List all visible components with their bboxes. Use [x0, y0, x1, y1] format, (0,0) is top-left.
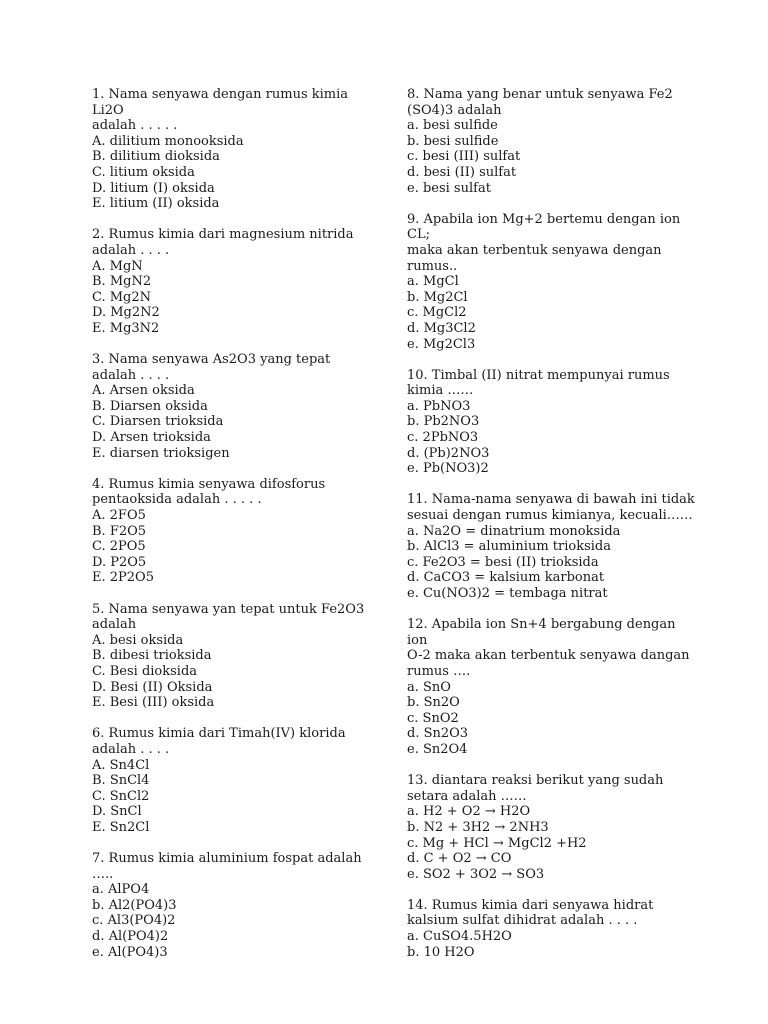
answer-option: b. N2 + 3H2 → 2NH3 — [407, 819, 549, 835]
answer-option: e. Pb(NO3)2 — [407, 461, 489, 477]
question-block — [92, 726, 382, 835]
answer-option: C. SnCl2 — [92, 788, 150, 804]
answer-option: d. Sn2O3 — [407, 726, 469, 742]
answer-option: A. MgN — [92, 258, 143, 274]
answer-option: C. litium oksida — [92, 164, 195, 180]
answer-option: d. Mg3Cl2 — [407, 320, 476, 336]
answer-option: E. Besi (III) oksida — [92, 695, 215, 711]
question-text: 4. Rumus kimia senyawa difosforus pentaoksida adalah . . . . . — [92, 476, 326, 508]
question-text: 1. Nama senyawa dengan rumus kimia Li2O adalah . . . . . — [92, 87, 349, 134]
question-block — [407, 368, 697, 477]
answer-option: b. Sn2O — [407, 695, 460, 711]
question-text: 8. Nama yang benar untuk senyawa Fe2 (SO4)3 adalah — [407, 87, 673, 118]
answer-option: c. Mg + HCl → MgCl2 +H2 — [407, 835, 587, 851]
answer-option: a. H2 + O2 → H2O — [407, 804, 531, 820]
answer-option: B. MgN2 — [92, 274, 152, 290]
question-block — [92, 227, 382, 336]
question-text: 13. diantara reaksi berikut yang sudah setara adalah …… — [407, 773, 664, 804]
answer-option: E. 2P2O5 — [92, 570, 154, 586]
answer-option: D. Arsen trioksida — [92, 430, 211, 446]
question-text: 14. Rumus kimia dari senyawa hidrat kalsium sulfat dihidrat adalah . . . . — [407, 897, 654, 929]
left-column — [92, 87, 382, 976]
answer-option: D. SnCl — [92, 804, 142, 820]
answer-option: c. Al3(PO4)2 — [92, 913, 176, 929]
question-block — [92, 87, 382, 212]
answer-option: e. besi sulfat — [407, 180, 491, 196]
answer-option: b. besi sulfide — [407, 133, 499, 149]
answer-option: a. AlPO4 — [92, 882, 150, 898]
answer-option: b. Mg2Cl — [407, 289, 468, 305]
answer-option: C. 2PO5 — [92, 539, 146, 555]
answer-option: e. Mg2Cl3 — [407, 336, 476, 352]
question-block — [92, 477, 382, 586]
answer-option: b. AlCl3 = aluminium trioksida — [407, 539, 611, 555]
answer-option: b. Al2(PO4)3 — [92, 897, 177, 913]
question-block — [92, 602, 382, 711]
answer-option: D. P2O5 — [92, 554, 147, 570]
question-text: 3. Nama senyawa As2O3 yang tepat adalah . . . . — [92, 352, 331, 383]
question-block — [92, 352, 382, 461]
answer-option: A. besi oksida — [92, 632, 184, 648]
question-block — [407, 87, 697, 196]
answer-option: a. SnO — [407, 679, 451, 695]
answer-option: B. Diarsen oksida — [92, 398, 208, 414]
answer-option: B. dilitium dioksida — [92, 149, 220, 165]
answer-option: D. litium (I) oksida — [92, 180, 215, 196]
answer-option: C. Besi dioksida — [92, 663, 198, 679]
answer-option: c. Fe2O3 = besi (II) trioksida — [407, 554, 599, 570]
question-text: 5. Nama senyawa yan tepat untuk Fe2O3 adalah — [92, 601, 365, 633]
question-block — [407, 898, 697, 960]
answer-option: A. 2FO5 — [92, 508, 146, 524]
answer-option: a. CuSO4.5H2O — [407, 929, 512, 945]
answer-option: e. Cu(NO3)2 = tembaga nitrat — [407, 586, 608, 601]
question-text: 2. Rumus kimia dari magnesium nitrida adalah . . . . — [92, 227, 354, 258]
question-text: 10. Timbal (II) nitrat mempunyai rumus kimia …… — [407, 367, 670, 399]
answer-option: C. Diarsen trioksida — [92, 414, 224, 430]
answer-option: d. (Pb)2NO3 — [407, 445, 490, 461]
answer-option: B. SnCl4 — [92, 773, 150, 789]
question-text: 11. Nama-nama senyawa di bawah ini tidak sesuai dengan rumus kimianya, kecuali…… — [407, 492, 695, 524]
answer-option: a. besi sulfide — [407, 118, 498, 134]
right-column — [407, 87, 697, 976]
answer-option: d. CaCO3 = kalsium karbonat — [407, 570, 605, 586]
answer-option: c. SnO2 — [407, 710, 459, 726]
answer-option: D. Mg2N2 — [92, 305, 160, 321]
answer-option: a. MgCl — [407, 274, 459, 290]
answer-option: d. Al(PO4)2 — [92, 929, 169, 945]
answer-option: A. Arsen oksida — [92, 383, 195, 399]
answer-option: d. besi (II) sulfat — [407, 164, 517, 180]
question-block — [407, 773, 697, 882]
answer-option: E. litium (II) oksida — [92, 196, 220, 212]
question-block — [92, 851, 382, 960]
question-text: 12. Apabila ion Sn+4 bergabung dengan ion O-2 maka akan terbentuk senyawa dangan rumus …. — [407, 617, 690, 679]
answer-option: A. Sn4Cl — [92, 757, 150, 773]
question-block — [407, 492, 697, 601]
answer-option: D. Besi (II) Oksida — [92, 679, 213, 695]
answer-option: b. Pb2NO3 — [407, 414, 480, 430]
answer-option: E. Mg3N2 — [92, 320, 160, 336]
question-block — [407, 212, 697, 352]
answer-option: E. diarsen trioksigen — [92, 445, 230, 461]
answer-option: B. F2O5 — [92, 523, 147, 539]
question-block — [407, 617, 697, 757]
answer-option: c. besi (III) sulfat — [407, 149, 521, 165]
answer-option: c. 2PbNO3 — [407, 430, 479, 446]
answer-option: a. Na2O = dinatrium monoksida — [407, 523, 621, 539]
answer-option: C. Mg2N — [92, 289, 152, 305]
question-text: 7. Rumus kimia aluminium fospat adalah ….. — [92, 851, 366, 882]
answer-option: a. PbNO3 — [407, 398, 471, 414]
question-text: 9. Apabila ion Mg+2 bertemu dengan ion CL; maka akan terbentuk senyawa dengan rumus.. — [407, 211, 681, 274]
answer-option: E. Sn2Cl — [92, 819, 150, 835]
answer-option: b. 10 H2O — [407, 944, 475, 960]
question-text: 6. Rumus kimia dari Timah(IV) klorida adalah . . . . — [92, 726, 346, 757]
answer-option: B. dibesi trioksida — [92, 648, 212, 664]
answer-option: e. SO2 + 3O2 → SO3 — [407, 866, 545, 882]
answer-option: c. MgCl2 — [407, 305, 467, 321]
answer-option: e. Al(PO4)3 — [92, 944, 168, 960]
answer-option: d. C + O2 → CO — [407, 851, 512, 867]
answer-option: e. Sn2O4 — [407, 741, 468, 757]
answer-option: A. dilitium monooksida — [92, 133, 244, 149]
